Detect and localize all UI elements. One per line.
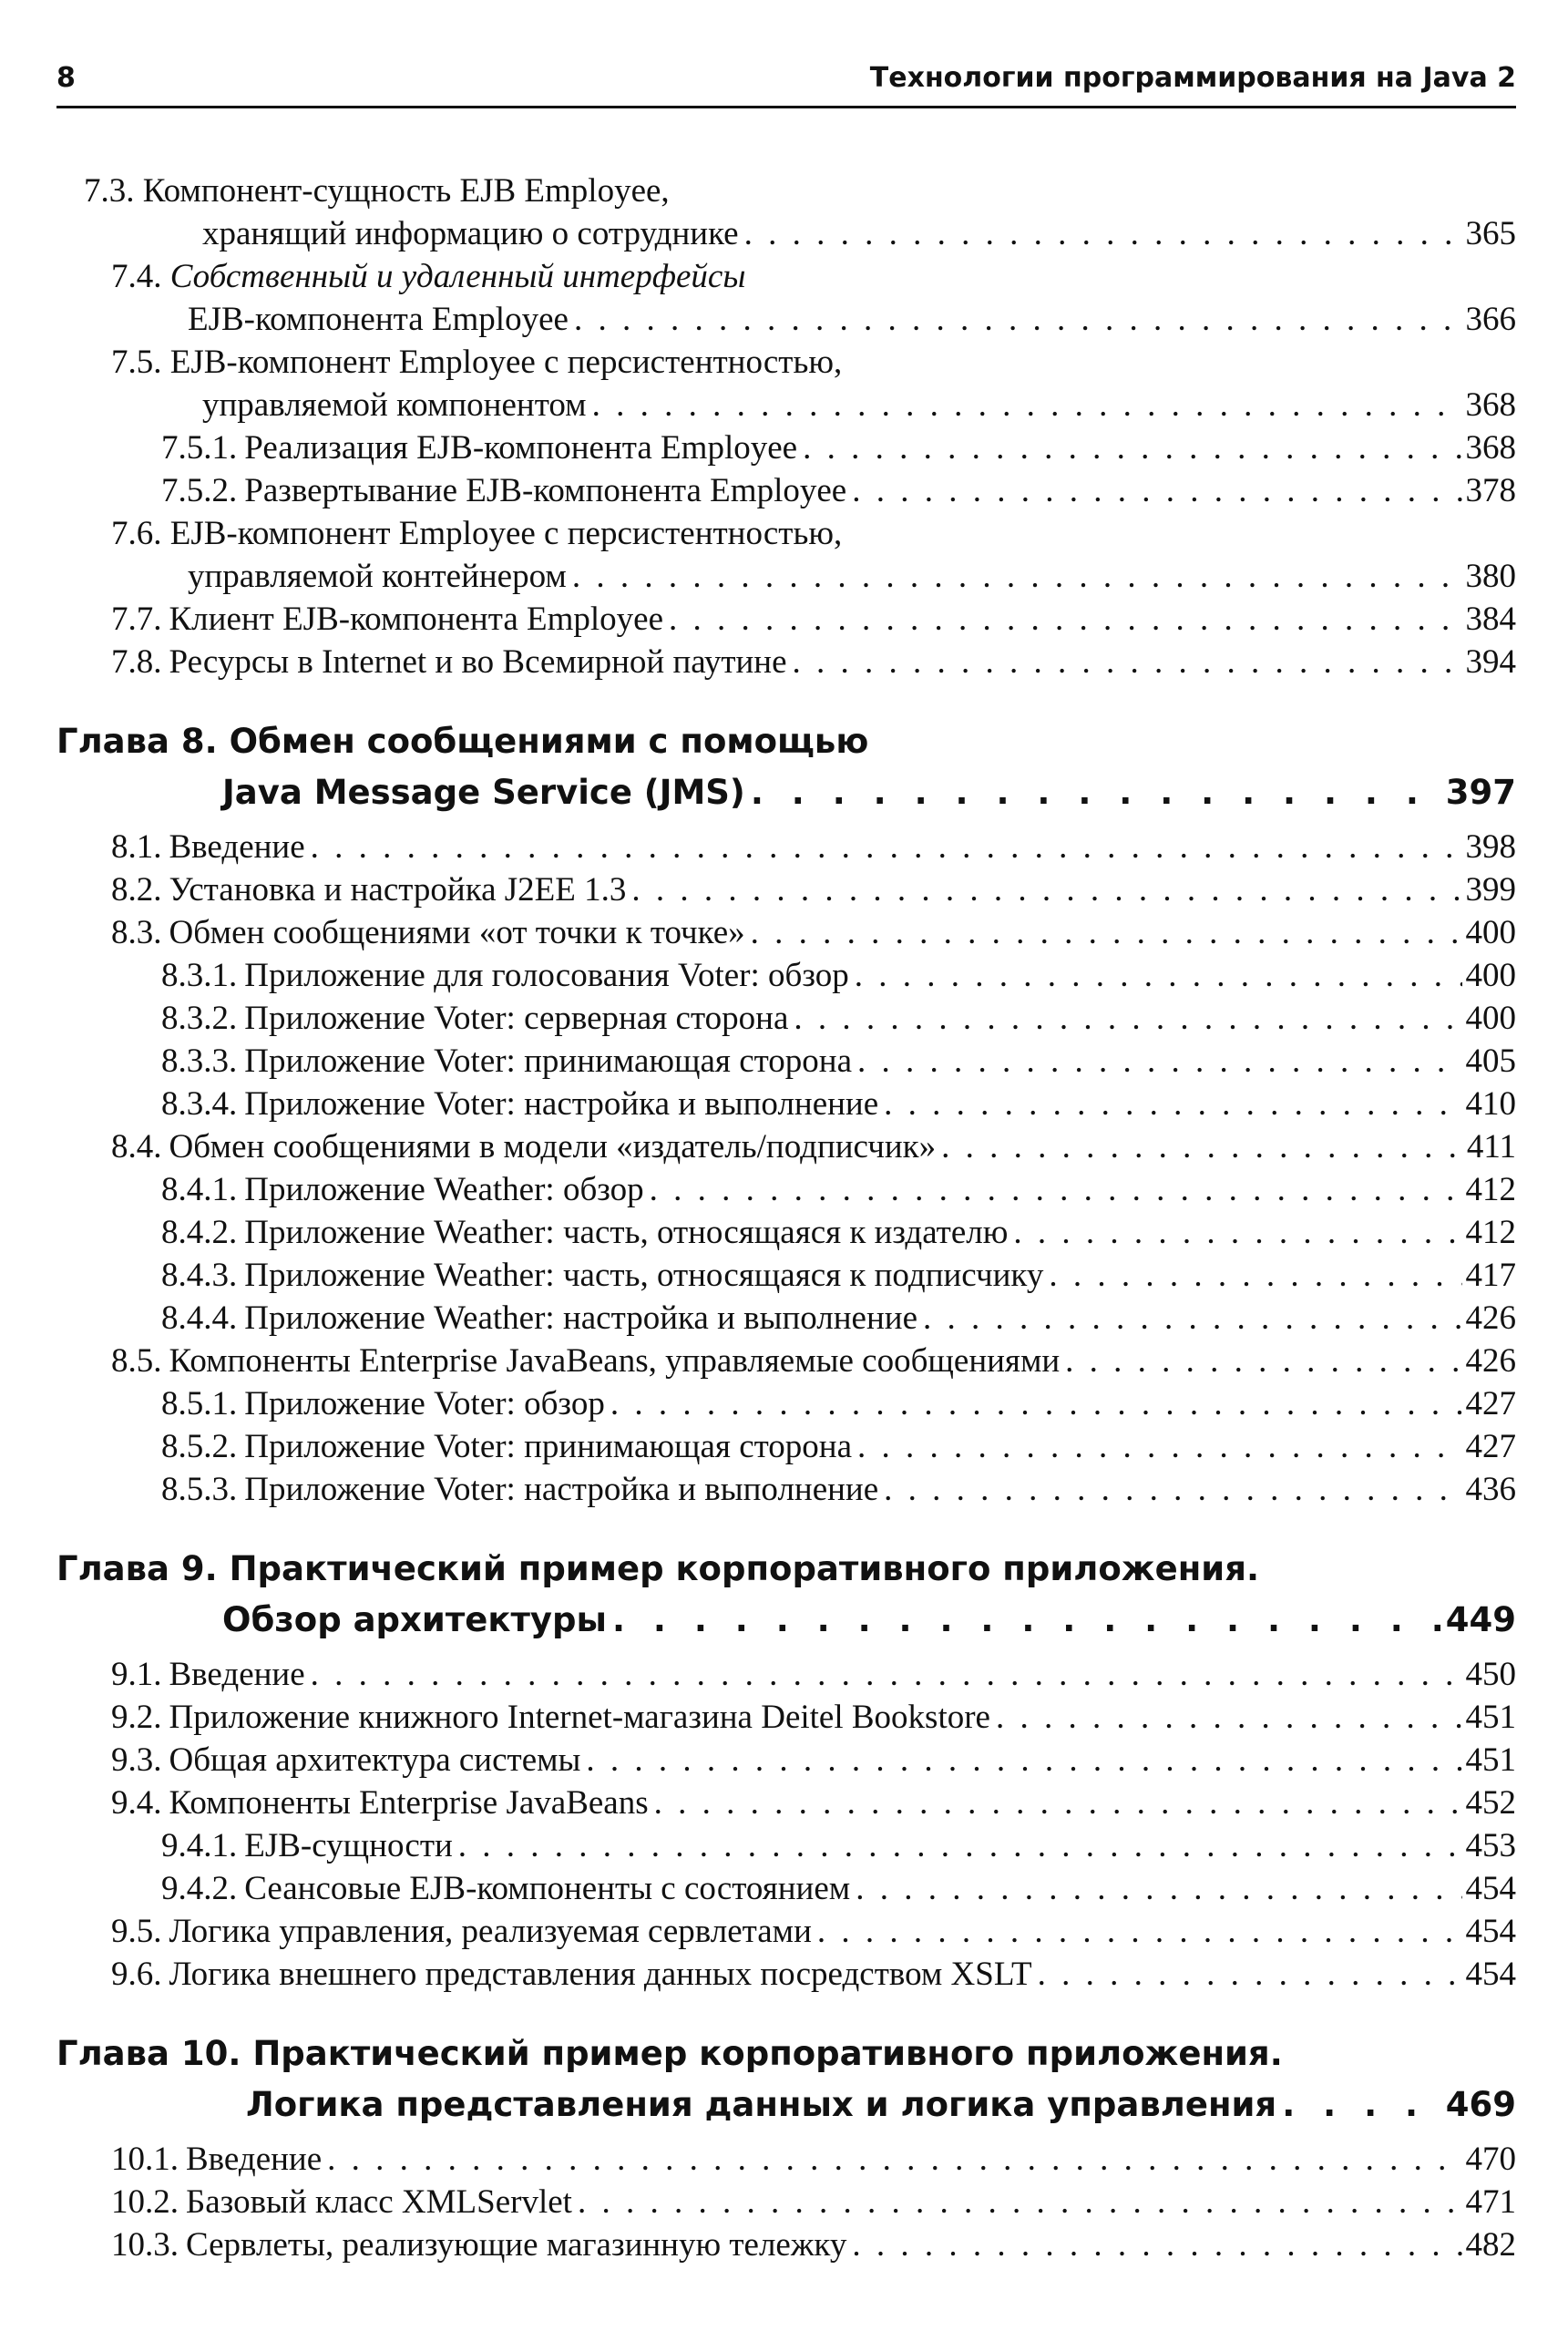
toc-entry-number: 8.3.2. — [161, 1000, 238, 1037]
toc-entry — [56, 426, 1516, 469]
toc-entry — [56, 555, 1516, 598]
toc-entry-number: 8.1. — [111, 828, 162, 866]
leader-dots — [574, 298, 1462, 341]
toc-entry — [56, 1867, 1516, 1910]
leader-dots — [857, 1425, 1461, 1468]
chapter-heading — [56, 2028, 1516, 2134]
toc-page-number: 410 — [1465, 1085, 1516, 1123]
toc-entry-number: 9.4. — [111, 1784, 162, 1822]
toc-entry — [56, 826, 1516, 868]
toc-entry — [56, 384, 1516, 426]
toc-entry-number: 7.7. — [111, 601, 162, 638]
leader-dots — [327, 2138, 1461, 2181]
toc-entry — [56, 1382, 1516, 1425]
toc-page-number: 417 — [1465, 1257, 1516, 1294]
chapter-entries — [56, 2138, 1516, 2266]
leader-dots — [612, 1595, 1442, 1646]
toc-entry — [56, 298, 1516, 341]
leader-dots — [650, 1168, 1462, 1211]
toc-entry-text: Обмен сообщениями в модели «издатель/подписчик» — [169, 1128, 937, 1166]
toc-page-number: 412 — [1465, 1214, 1516, 1251]
leader-dots — [923, 1297, 1461, 1340]
toc-page-number: 400 — [1465, 914, 1516, 951]
toc-entry — [56, 2138, 1516, 2181]
toc-entry — [56, 641, 1516, 683]
toc-entry-text: Приложение книжного Internet-магазина Deitel Bookstore — [169, 1699, 990, 1736]
toc-page-number: 426 — [1465, 1342, 1516, 1380]
toc-entry-text: Компоненты Enterprise JavaBeans, управляемые сообщениями — [169, 1342, 1061, 1380]
toc-entry-text: Установка и настройка J2EE 1.3 — [169, 871, 627, 909]
leader-dots — [744, 212, 1462, 255]
toc-entry — [56, 1125, 1516, 1168]
toc-entry-line — [56, 169, 1516, 212]
leader-dots — [803, 426, 1461, 469]
toc-entry-number: 8.5.3. — [161, 1471, 238, 1508]
chapter-title-line1: Глава 10. Практический пример корпоративного приложения. — [56, 2034, 1283, 2073]
chapter-entries — [56, 1653, 1516, 1996]
chapter-title-line1: Глава 9. Практический пример корпоративного приложения. — [56, 1549, 1260, 1588]
toc-entry-text: Приложение Voter: обзор — [244, 1385, 605, 1422]
toc-entry-number: 8.5.2. — [161, 1428, 238, 1465]
toc-entry-text: Развертывание EJB-компонента Employee — [244, 472, 847, 509]
chapter-entries — [56, 826, 1516, 1511]
toc-page-number: 400 — [1465, 1000, 1516, 1037]
toc-page-number: 365 — [1465, 215, 1516, 252]
toc-entry-text: Базовый класс XMLServlet — [186, 2183, 572, 2221]
toc-page-number: 436 — [1465, 1471, 1516, 1508]
toc-entry-text: Приложение для голосования Voter: обзор — [244, 957, 849, 994]
leader-dots — [311, 1653, 1462, 1696]
leader-dots — [1038, 1953, 1462, 1996]
page-number: 8 — [56, 62, 76, 94]
toc-entry-text: EJB-компонент Employee с персистентностью, — [169, 515, 843, 552]
toc-page-number: 394 — [1465, 643, 1516, 681]
toc-entry-number: 9.1. — [111, 1656, 162, 1693]
toc-page-number: 366 — [1465, 301, 1516, 338]
toc-entry-text: Клиент EJB-компонента Employee — [169, 601, 664, 638]
chapter-title-line2 — [56, 767, 1516, 822]
toc-page-number: 380 — [1465, 558, 1516, 595]
toc-entry-text: Приложение Voter: настройка и выполнение — [244, 1471, 879, 1508]
toc-entry-text: Общая архитектура системы — [169, 1741, 581, 1779]
toc-entry-text: Компоненты Enterprise JavaBeans — [169, 1784, 649, 1822]
toc-entry-text: Собственный и удаленный интерфейсы — [169, 258, 746, 295]
leader-dots — [884, 1468, 1461, 1511]
toc-page-number: 454 — [1465, 1913, 1516, 1950]
toc-page-number: 400 — [1465, 957, 1516, 994]
leader-dots — [1065, 1340, 1461, 1382]
toc-entry-text: Приложение Voter: настройка и выполнение — [244, 1085, 879, 1123]
leader-dots — [852, 2223, 1461, 2266]
chapter-title-line2 — [56, 2079, 1516, 2134]
toc-entry-number: 9.3. — [111, 1741, 162, 1779]
toc-entry — [56, 1254, 1516, 1297]
toc-page-number: 482 — [1465, 2226, 1516, 2264]
toc-entry-number: 7.5.1. — [161, 429, 238, 467]
toc-entry-number: 7.6. — [111, 515, 162, 552]
toc-entry-text: Ресурсы в Internet и во Всемирной паутине — [169, 643, 787, 681]
toc-entry — [56, 868, 1516, 911]
chapter-page-number: 449 — [1445, 1600, 1516, 1639]
toc-entry — [56, 1824, 1516, 1867]
leader-dots — [610, 1382, 1462, 1425]
toc-entry-number: 7.5. — [111, 344, 162, 381]
toc-entry-text: Сеансовые EJB-компоненты с состоянием — [244, 1870, 851, 1907]
toc-entry — [56, 1696, 1516, 1739]
toc-entry-line — [56, 341, 1516, 384]
chapter-heading — [56, 1544, 1516, 1649]
leader-dots — [996, 1696, 1462, 1739]
toc-entry-text: Логика внешнего представления данных посредством XSLT — [169, 1956, 1032, 1993]
toc-entry-text: Приложение Weather: обзор — [244, 1171, 644, 1208]
leader-dots — [817, 1910, 1462, 1953]
leader-dots — [793, 641, 1462, 683]
toc-page-number: 411 — [1466, 1128, 1516, 1166]
toc-entry-number: 9.5. — [111, 1913, 162, 1950]
leader-dots — [592, 384, 1462, 426]
toc-entry-number: 8.4. — [111, 1128, 162, 1166]
toc-entry-text: Приложение Voter: принимающая сторона — [244, 1042, 853, 1080]
leader-dots — [572, 555, 1462, 598]
toc-entry-number: 8.4.3. — [161, 1257, 238, 1294]
toc-page-number: 405 — [1465, 1042, 1516, 1080]
toc-entry-text: Обмен сообщениями «от точки к точке» — [169, 914, 745, 951]
toc-entry-text: Приложение Voter: серверная сторона — [244, 1000, 789, 1037]
toc-entry-number: 7.4. — [111, 258, 162, 295]
chapter-title-line1: Глава 8. Обмен сообщениями с помощью — [56, 722, 869, 761]
toc-entry-number: 8.4.1. — [161, 1171, 238, 1208]
toc-entry-text: EJB-сущности — [244, 1827, 453, 1864]
toc-entry-number: 10.1. — [111, 2141, 179, 2178]
toc-entry-number: 9.4.1. — [161, 1827, 238, 1864]
leader-dots — [311, 826, 1462, 868]
leader-dots — [856, 1867, 1461, 1910]
toc-entry — [56, 1297, 1516, 1340]
toc-page-number: 368 — [1465, 429, 1516, 467]
leader-dots — [751, 911, 1462, 954]
toc-entry-number: 8.5.1. — [161, 1385, 238, 1422]
leader-dots — [1049, 1254, 1461, 1297]
toc-page-number: 454 — [1465, 1956, 1516, 1993]
running-header — [56, 56, 1516, 108]
toc-entry-number: 7.3. — [84, 172, 135, 210]
toc-entry — [56, 1653, 1516, 1696]
toc-entry-text: Логика управления, реализуемая сервлетами — [169, 1913, 812, 1950]
toc-entry-number: 8.5. — [111, 1342, 162, 1380]
chapter-heading — [56, 716, 1516, 822]
toc-entry — [56, 1953, 1516, 1996]
toc-page-number: 399 — [1465, 871, 1516, 909]
toc-entry — [56, 1468, 1516, 1511]
toc-entry-number: 10.3. — [111, 2226, 179, 2264]
toc-entry-text: Приложение Weather: настройка и выполнение — [244, 1299, 918, 1337]
leader-dots — [1013, 1211, 1461, 1254]
toc-entry — [56, 954, 1516, 997]
chapter-title-text: Java Message Service (JMS) — [222, 773, 745, 812]
toc-entry — [56, 2181, 1516, 2223]
toc-entry — [56, 212, 1516, 255]
toc-entry — [56, 1083, 1516, 1125]
toc-page-number: 378 — [1465, 472, 1516, 509]
leader-dots — [751, 767, 1442, 818]
chapter-page-number: 397 — [1445, 773, 1516, 812]
toc-entry — [56, 598, 1516, 641]
leader-dots — [1282, 2079, 1442, 2131]
toc-page-number: 451 — [1465, 1741, 1516, 1779]
chapters — [56, 716, 1516, 2266]
leader-dots — [941, 1125, 1463, 1168]
toc-entry-number: 9.6. — [111, 1956, 162, 1993]
toc-page-number: 384 — [1465, 601, 1516, 638]
toc-entry-number: 8.4.4. — [161, 1299, 238, 1337]
leader-dots — [884, 1083, 1461, 1125]
chapter-title-line2 — [56, 1595, 1516, 1649]
toc-entry-text: Введение — [169, 1656, 305, 1693]
toc-page-number: 453 — [1465, 1827, 1516, 1864]
chapter-title-text: Обзор архитектуры — [222, 1600, 607, 1639]
leader-dots — [794, 997, 1461, 1040]
toc-entry — [56, 1739, 1516, 1782]
toc-entry — [56, 1168, 1516, 1211]
toc-entry-text: Компонент-сущность EJB Employee, — [142, 172, 670, 210]
toc-entry-text: Введение — [169, 828, 305, 866]
running-title: Технологии программирования на Java 2 — [869, 62, 1516, 94]
toc-entry — [56, 911, 1516, 954]
toc-entry-number: 10.2. — [111, 2183, 179, 2221]
toc-page-number: 427 — [1465, 1385, 1516, 1422]
toc-page-number: 454 — [1465, 1870, 1516, 1907]
toc-entry-text: Сервлеты, реализующие магазинную тележку — [186, 2226, 847, 2264]
leader-dots — [855, 954, 1462, 997]
toc-entry-number: 8.2. — [111, 871, 162, 909]
toc-entry-text: Приложение Weather: часть, относящаяся к издателю — [244, 1214, 1009, 1251]
toc-entry-line — [56, 512, 1516, 555]
toc-entry-text: управляемой компонентом — [202, 386, 587, 424]
toc-entry-number: 7.5.2. — [161, 472, 238, 509]
toc-entry-text: Приложение Voter: принимающая сторона — [244, 1428, 853, 1465]
toc-page-number: 398 — [1465, 828, 1516, 866]
toc-page-number: 451 — [1465, 1699, 1516, 1736]
toc-entry-number: 8.3.3. — [161, 1042, 238, 1080]
toc-page-number: 452 — [1465, 1784, 1516, 1822]
toc-entry — [56, 1782, 1516, 1824]
leader-dots — [654, 1782, 1462, 1824]
toc-page-number: 450 — [1465, 1656, 1516, 1693]
toc-entry — [56, 1425, 1516, 1468]
toc-page-number: 412 — [1465, 1171, 1516, 1208]
toc-entry-number: 8.4.2. — [161, 1214, 238, 1251]
toc-entry-number: 8.3.4. — [161, 1085, 238, 1123]
chapter-page-number: 469 — [1445, 2085, 1516, 2124]
leader-dots — [857, 1040, 1461, 1083]
toc-entry-text: Введение — [186, 2141, 323, 2178]
toc-entry-text: EJB-компонента Employee — [188, 301, 569, 338]
toc-entry-text: Реализация EJB-компонента Employee — [244, 429, 798, 467]
toc-entry — [56, 2223, 1516, 2266]
table-of-contents — [56, 169, 1516, 2266]
chapter-title-text: Логика представления данных и логика управления — [246, 2085, 1277, 2124]
toc-entry-line — [56, 255, 1516, 298]
toc-entry-number: 8.3.1. — [161, 957, 238, 994]
leader-dots — [669, 598, 1461, 641]
toc-entry-number: 7.8. — [111, 643, 162, 681]
toc-page-number: 368 — [1465, 386, 1516, 424]
leader-dots — [458, 1824, 1462, 1867]
toc-page-number: 426 — [1465, 1299, 1516, 1337]
toc-page-number: 470 — [1465, 2141, 1516, 2178]
toc-page-number: 427 — [1465, 1428, 1516, 1465]
toc-entry — [56, 997, 1516, 1040]
toc-entry-text: Приложение Weather: часть, относящаяся к подписчику — [244, 1257, 1044, 1294]
toc-entry-number: 9.2. — [111, 1699, 162, 1736]
toc-entry — [56, 469, 1516, 512]
toc-page-number: 471 — [1465, 2183, 1516, 2221]
toc-entry — [56, 1910, 1516, 1953]
toc-entry-text: хранящий информацию о сотруднике — [202, 215, 739, 252]
toc-entry-number: 8.3. — [111, 914, 162, 951]
leader-dots — [578, 2181, 1462, 2223]
leader-dots — [852, 469, 1461, 512]
toc-entry-number: 9.4.2. — [161, 1870, 238, 1907]
toc-entry-text: EJB-компонент Employee с персистентностью, — [169, 344, 843, 381]
leader-dots — [631, 868, 1461, 911]
toc-entry — [56, 1211, 1516, 1254]
toc-entry — [56, 1040, 1516, 1083]
toc-entry-text: управляемой контейнером — [188, 558, 567, 595]
leader-dots — [586, 1739, 1461, 1782]
toc-entry — [56, 1340, 1516, 1382]
